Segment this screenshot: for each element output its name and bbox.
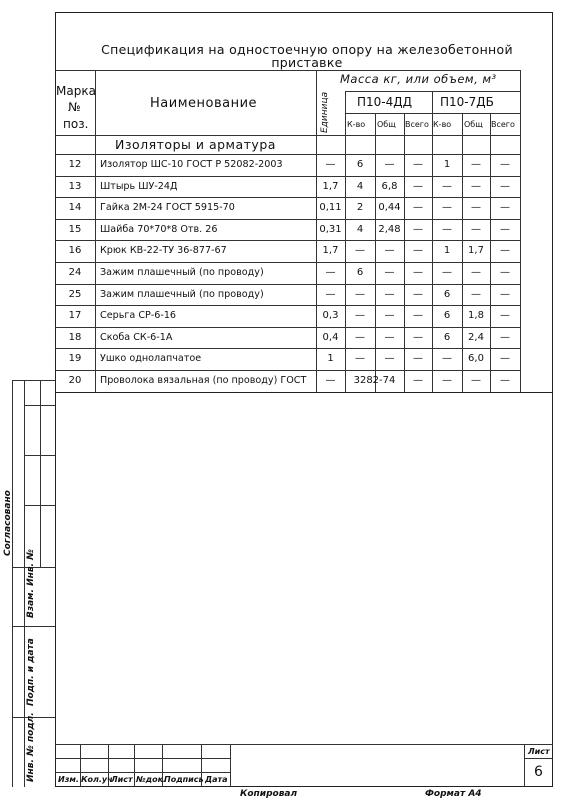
table-cell-c4: 1 <box>443 159 451 170</box>
table-cell-name: Крюк КВ-22-ТУ 36-877-67 <box>100 245 227 257</box>
header-marka-2: № <box>68 100 81 114</box>
table-cell-unit: 0,3 <box>322 310 339 322</box>
table-cell-name: Штырь ШУ-24Д <box>100 180 178 192</box>
table-cell-name: Зажим плашечный (по проводу) <box>100 288 264 300</box>
table-cell-c4: 1 <box>443 245 451 257</box>
table-cell-unit: — <box>325 375 336 386</box>
table-cell-c1: 4 <box>356 180 364 192</box>
table-cell-c1: — <box>355 288 365 300</box>
table-cell-c6: — <box>500 331 510 343</box>
table-cell-c2: 0,44 <box>378 202 401 214</box>
table-cell-unit: — <box>325 288 336 300</box>
table-cell-c4: — <box>442 223 452 235</box>
tb-list: Лист <box>111 775 133 784</box>
table-cell-unit: 0,4 <box>322 331 339 343</box>
table-cell-c4: 6 <box>443 288 451 300</box>
header-marka-1: Марка <box>56 84 96 98</box>
table-cell-c6: — <box>500 245 510 257</box>
tb-format: Формат А4 <box>425 789 482 799</box>
table-cell-c1: — <box>355 353 365 365</box>
side-soglasovano: Согласовано <box>3 490 13 556</box>
table-cell-pos: 16 <box>68 245 82 257</box>
table-cell-pos: 24 <box>68 267 82 278</box>
table-cell-name: Зажим плашечный (по проводу) <box>100 267 264 278</box>
table-cell-c3: — <box>413 288 423 300</box>
table-cell-c6: — <box>500 375 510 386</box>
table-cell-c6: — <box>500 202 510 214</box>
tb-list-label: Лист <box>528 747 550 756</box>
header-name: Наименование <box>150 96 258 111</box>
header-marka-3: поз. <box>63 117 89 131</box>
table-cell-unit: 0,31 <box>319 223 342 235</box>
table-cell-c3: — <box>413 202 423 214</box>
table-cell-c6: — <box>500 159 510 170</box>
table-cell-c1: — <box>355 331 365 343</box>
table-cell-c3: — <box>413 245 423 257</box>
table-cell-c3: — <box>413 375 423 386</box>
table-cell-c1: 2 <box>356 202 364 214</box>
table-cell-c5: 1,7 <box>468 245 484 257</box>
table-cell-c2: — <box>384 245 395 257</box>
table-cell-c2: — <box>384 159 395 170</box>
table-cell-c2: 2,48 <box>378 223 401 235</box>
table-cell-unit: 1,7 <box>322 245 339 257</box>
table-cell-pos: 19 <box>68 353 82 365</box>
table-cell-pos: 12 <box>68 159 82 170</box>
table-cell-c5: — <box>471 288 481 300</box>
table-cell-c3: — <box>413 223 423 235</box>
table-cell-c1: — <box>355 310 365 322</box>
header-group-1: П10-4ДД <box>357 95 413 109</box>
table-cell-c6: — <box>500 310 510 322</box>
table-cell-name: Скоба СК-6-1А <box>100 331 173 343</box>
table-cell-c3: — <box>413 353 423 365</box>
table-cell-c5: — <box>471 159 481 170</box>
table-cell-c1: 3282-74 <box>353 375 396 386</box>
spec-title: Спецификация на одностоечную опору на железобетонной приставке <box>101 42 513 70</box>
table-cell-c1: 4 <box>356 223 364 235</box>
table-cell-c6: — <box>500 288 510 300</box>
table-cell-pos: 15 <box>68 223 82 235</box>
table-cell-pos: 25 <box>68 288 82 300</box>
header-mass: Масса кг, или объем, м³ <box>340 72 497 86</box>
table-cell-c2: — <box>384 353 395 365</box>
table-cell-c5: — <box>471 375 481 386</box>
tb-data: Дата <box>205 775 228 784</box>
table-cell-c6: — <box>500 180 510 192</box>
sub-header-3: Всего <box>405 120 429 129</box>
table-cell-c5: 6,0 <box>468 353 484 365</box>
sub-header-4: К-во <box>433 120 452 129</box>
tb-ndok: №док. <box>136 775 167 784</box>
table-cell-c3: — <box>413 267 423 278</box>
table-cell-c6: — <box>500 223 510 235</box>
table-cell-c4: — <box>442 267 452 278</box>
table-cell-c3: — <box>413 331 423 343</box>
table-cell-c5: — <box>471 267 481 278</box>
table-cell-c1: — <box>355 245 365 257</box>
header-unit: Единица <box>320 91 330 133</box>
table-cell-c4: — <box>442 375 452 386</box>
table-cell-pos: 20 <box>68 375 82 386</box>
table-cell-c2: — <box>384 288 395 300</box>
table-cell-unit: — <box>325 267 336 278</box>
table-cell-c3: — <box>413 310 423 322</box>
table-cell-name: Изолятор ШС-10 ГОСТ Р 52082-2003 <box>100 159 283 170</box>
table-cell-name: Серьга СР-6-16 <box>100 310 177 322</box>
side-podp-data: Подп. и дата <box>26 638 36 706</box>
tb-kopiroval: Копировал <box>240 789 298 799</box>
table-cell-c2: — <box>384 267 395 278</box>
table-cell-c4: — <box>442 180 452 192</box>
table-cell-c6: — <box>500 353 510 365</box>
table-cell-unit: 0,11 <box>319 202 342 214</box>
table-cell-c1: 6 <box>356 159 364 170</box>
tb-podpis: Подпись <box>164 775 204 784</box>
table-cell-name: Гайка 2М-24 ГОСТ 5915-70 <box>100 202 235 214</box>
table-cell-pos: 13 <box>68 180 82 192</box>
table-cell-name: Шайба 70*70*8 Отв. 26 <box>100 223 218 235</box>
table-cell-c5: — <box>471 180 481 192</box>
tb-list-number: 6 <box>534 764 543 780</box>
tb-izm: Изм. <box>58 775 79 784</box>
table-cell-name: Ушко однолапчатое <box>100 353 202 365</box>
header-group-2: П10-7ДБ <box>440 95 494 109</box>
table-cell-c3: — <box>413 180 423 192</box>
sub-header-6: Всего <box>491 120 515 129</box>
table-cell-unit: 1,7 <box>322 180 339 192</box>
table-cell-c5: — <box>471 223 481 235</box>
section-title: Изоляторы и арматура <box>115 137 276 152</box>
table-cell-c4: 6 <box>443 331 451 343</box>
table-cell-c4: — <box>442 202 452 214</box>
table-cell-pos: 17 <box>68 310 82 322</box>
sub-header-1: К-во <box>347 120 366 129</box>
table-cell-c5: — <box>471 202 481 214</box>
table-cell-c2: — <box>384 331 395 343</box>
table-cell-unit: — <box>325 159 336 170</box>
table-cell-unit: 1 <box>327 353 334 365</box>
side-vzam-inv: Взам. Инв. № <box>26 549 36 618</box>
side-inv-podl: Инв. № подл. <box>26 712 36 782</box>
table-cell-c5: 2,4 <box>468 331 484 343</box>
sub-header-5: Общ <box>464 120 483 129</box>
table-cell-c5: 1,8 <box>468 310 484 322</box>
table-cell-name: Проволока вязальная (по проводу) ГОСТ <box>100 375 307 386</box>
table-cell-c2: — <box>384 310 395 322</box>
table-cell-c2: 6,8 <box>381 180 398 192</box>
table-cell-c1: 6 <box>356 267 364 278</box>
table-cell-c4: 6 <box>443 310 451 322</box>
sub-header-2: Общ <box>377 120 396 129</box>
tb-kol-uch: Кол.уч <box>81 775 113 784</box>
table-cell-pos: 14 <box>68 202 82 214</box>
table-cell-pos: 18 <box>68 331 82 343</box>
table-cell-c3: — <box>413 159 423 170</box>
table-cell-c6: — <box>500 267 510 278</box>
table-cell-c4: — <box>442 353 452 365</box>
